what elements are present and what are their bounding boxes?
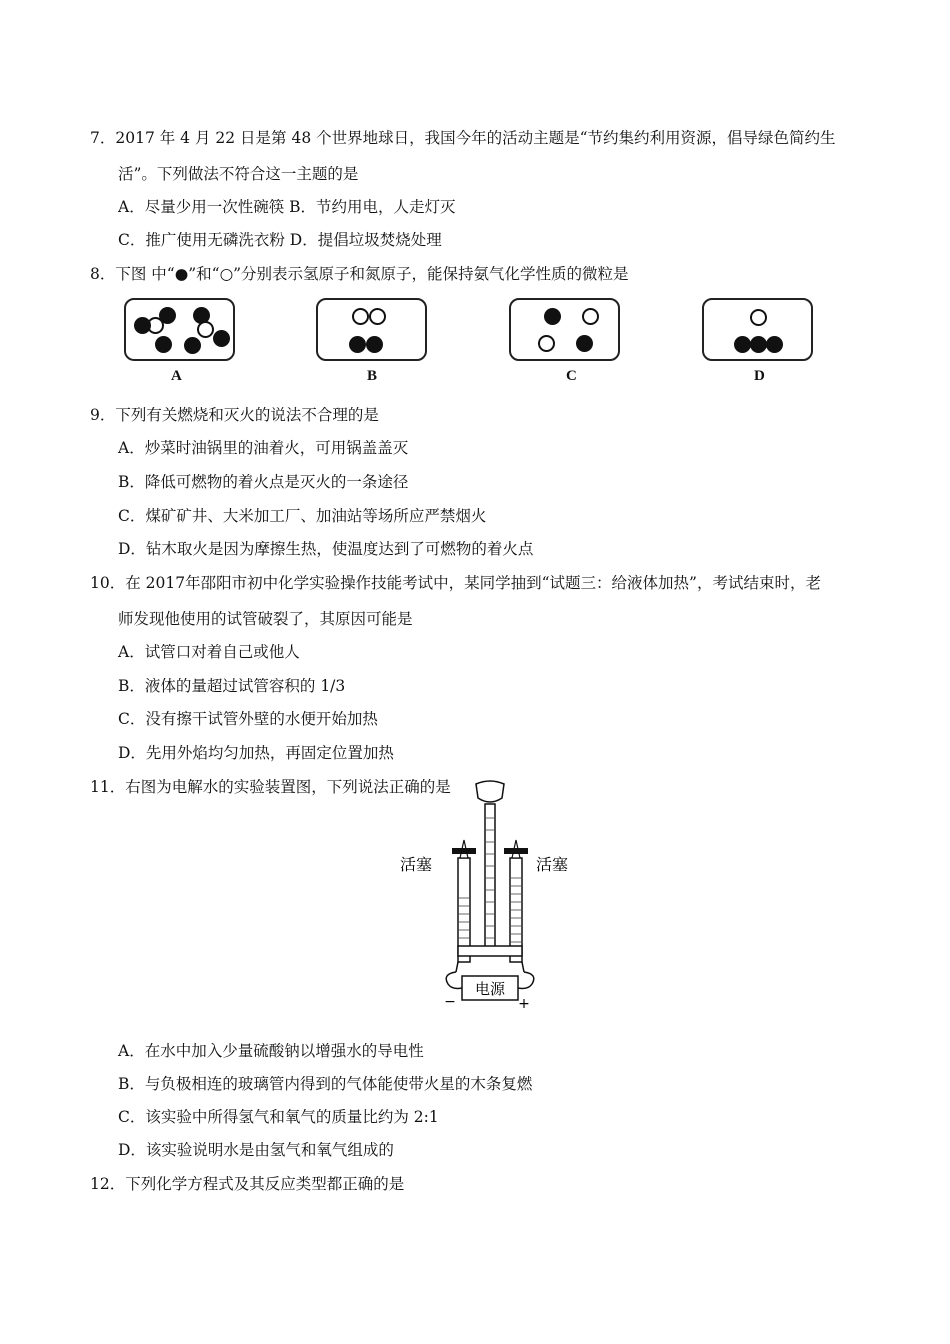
q10-stem-line1: 10．在 2017年邵阳市初中化学实验操作技能考试中，某同学抽到“试题三：给液体加热”，考试结束时，老: [90, 574, 821, 592]
q9-option-b: B．降低可燃物的着火点是灭火的一条途径: [118, 473, 409, 491]
q10-option-d: D．先用外焰均匀加热，再固定位置加热: [118, 744, 394, 762]
q11-stem: 11．右图为电解水的实验装置图，下列说法正确的是: [90, 778, 451, 796]
q7-stem-line1: 7．2017 年 4 月 22 日是第 48 个世界地球日，我国今年的活动主题是“节约集约利用资源，倡导绿色简约生: [90, 129, 836, 147]
right-electrode: [522, 962, 524, 972]
q8-stem: 8．下图 中“●”和“○”分别表示氢原子和氮原子，能保持氨气化学性质的微粒是: [90, 265, 629, 283]
q9-option-a: A．炒菜时油锅里的油着火，可用锅盖盖灭: [118, 439, 409, 457]
hydrogen-atom: [349, 336, 366, 353]
q9-option-c: C．煤矿矿井、大米加工厂、加油站等场所应严禁烟火: [118, 507, 487, 525]
right-stopcock-handle: [504, 848, 528, 854]
negative-terminal-sign: −: [444, 994, 456, 1010]
q10-option-b: B．液体的量超过试管容积的 1/3: [118, 677, 346, 695]
left-stopcock-label: 活塞: [400, 855, 433, 874]
left-electrode: [456, 962, 458, 972]
hydrogen-atom: [213, 330, 230, 347]
hydrogen-atom: [366, 336, 383, 353]
hydrogen-atom: [766, 336, 783, 353]
molecule-label-a: A: [171, 368, 182, 384]
q10-option-a: A．试管口对着自己或他人: [118, 643, 300, 661]
q12-stem: 12．下列化学方程式及其反应类型都正确的是: [90, 1175, 405, 1193]
hydrogen-atom: [134, 317, 151, 334]
left-wire: [446, 972, 462, 989]
q11-option-c: C．该实验中所得氢气和氧气的质量比约为 2:1: [118, 1108, 439, 1126]
hydrogen-atom: [544, 308, 561, 325]
q7-options-row1: A．尽量少用一次性碗筷 B．节约用电，人走灯灭: [118, 198, 456, 216]
hydrogen-atom: [155, 336, 172, 353]
q10-option-c: C．没有擦干试管外壁的水便开始加热: [118, 710, 378, 728]
power-source-label: 电源: [474, 980, 506, 998]
q11-option-b: B．与负极相连的玻璃管内得到的气体能使带火星的木条复燃: [118, 1075, 533, 1093]
nitrogen-atom: [582, 308, 599, 325]
connecting-tube: [458, 946, 522, 956]
nitrogen-atom: [750, 309, 767, 326]
hydrogen-atom: [750, 336, 767, 353]
nitrogen-atom: [197, 321, 214, 338]
nitrogen-atom: [369, 308, 386, 325]
q7-options-row2: C．推广使用无磷洗衣粉 D．提倡垃圾焚烧处理: [118, 231, 442, 249]
nitrogen-atom: [538, 335, 555, 352]
q11-option-a: A．在水中加入少量硫酸钠以增强水的导电性: [118, 1042, 424, 1060]
right-wire: [518, 972, 534, 989]
left-stopcock-handle: [452, 848, 476, 854]
electrolysis-apparatus-figure: [390, 778, 590, 1010]
hydrogen-atom: [734, 336, 751, 353]
molecule-label-b: B: [367, 368, 378, 384]
q7-stem-line2: 活”。下列做法不符合这一主题的是: [118, 165, 359, 183]
funnel-reservoir: [476, 781, 504, 802]
q9-stem: 9．下列有关燃烧和灭火的说法不合理的是: [90, 406, 379, 424]
nitrogen-atom: [352, 308, 369, 325]
q10-stem-line2: 师发现他使用的试管破裂了，其原因可能是: [118, 610, 413, 628]
molecule-box-a: [124, 298, 235, 361]
hydrogen-atom: [576, 335, 593, 352]
q9-option-d: D．钻木取火是因为摩擦生热，使温度达到了可燃物的着火点: [118, 540, 534, 558]
q11-option-d: D．该实验说明水是由氢气和氧气组成的: [118, 1141, 394, 1159]
hydrogen-atom: [184, 337, 201, 354]
molecule-label-d: D: [754, 368, 765, 384]
molecule-label-c: C: [566, 368, 577, 384]
molecule-box-d: [702, 298, 813, 361]
molecule-box-b: [316, 298, 427, 361]
center-tube: [485, 804, 495, 954]
right-stopcock-label: 活塞: [536, 855, 569, 874]
positive-terminal-sign: +: [518, 996, 530, 1010]
molecule-box-c: [509, 298, 620, 361]
